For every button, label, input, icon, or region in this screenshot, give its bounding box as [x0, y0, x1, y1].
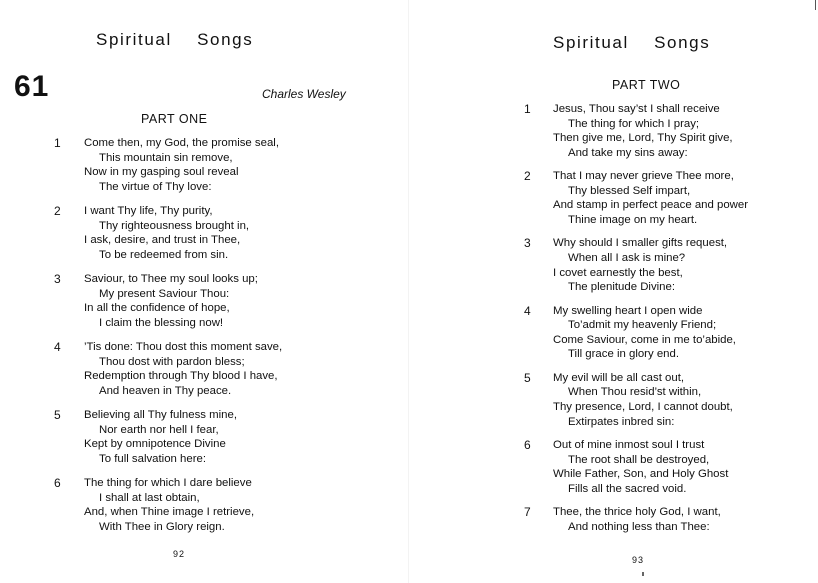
verse-line: Till grace in glory end.	[568, 348, 680, 361]
verse-line: Thine image on my heart.	[568, 213, 698, 226]
verse	[409, 236, 748, 303]
verse-line: Come then, my God, the promise seal,	[84, 137, 279, 149]
verse-number: 4	[54, 340, 61, 354]
verse-line: And nothing less than Thee:	[568, 520, 710, 533]
verse-line: Thy blessed Self impart,	[568, 184, 691, 197]
scan-mark	[815, 0, 816, 10]
verse-line: And, when Thine image I retrieve,	[84, 506, 255, 519]
verse	[409, 371, 748, 438]
verse-number: 5	[54, 408, 61, 422]
verse-line: Extirpates inbred sin:	[568, 415, 675, 428]
verse-number: 4	[524, 303, 531, 318]
verse-line: Why should I smaller gifts request,	[553, 237, 728, 250]
verse-line: Believing all Thy fulness mine,	[84, 409, 238, 421]
verse	[409, 102, 748, 169]
verse-line: And take my sins away:	[568, 146, 688, 159]
verse-line: My swelling heart I open wide	[553, 304, 703, 317]
verse-line: The root shall be destroyed,	[568, 453, 710, 466]
verse-line: Then give me, Lord, Thy Spirit give,	[553, 132, 733, 145]
verse-line: The plenitude Divine:	[568, 281, 676, 294]
verse-line: Thee, the thrice holy God, I want,	[553, 506, 721, 519]
running-head: Spiritual Songs	[553, 33, 711, 52]
verse-line: Kept by omnipotence Divine	[84, 438, 226, 451]
verse-line: That I may never grieve Thee more,	[553, 170, 734, 183]
hymn-number: 61	[14, 70, 50, 103]
verse	[0, 340, 282, 408]
verse-line: I claim the blessing now!	[99, 316, 224, 329]
verse-line: Come Saviour, come in me to’abide,	[553, 333, 736, 346]
verse	[409, 169, 748, 236]
verse	[0, 476, 282, 544]
verse-list	[0, 136, 282, 544]
verse-line: To full salvation here:	[99, 452, 207, 465]
verse-line: In all the confidence of hope,	[84, 302, 230, 315]
verse-line: This mountain sin remove,	[99, 151, 233, 164]
verse-number: 6	[54, 476, 61, 490]
verse-line: Now in my gasping soul reveal	[84, 166, 239, 179]
verse-line: My present Saviour Thou:	[99, 287, 230, 300]
verse-number: 1	[524, 102, 531, 116]
verse	[0, 272, 282, 340]
verse-number: 3	[524, 236, 531, 251]
verse-line: And heaven in Thy peace.	[99, 384, 232, 397]
verse-line: I shall at last obtain,	[99, 491, 200, 504]
verse-number: 3	[54, 272, 61, 286]
verse-line: Redemption through Thy blood I have,	[84, 370, 278, 383]
verse-line: I want Thy life, Thy purity,	[84, 205, 213, 217]
verse	[409, 505, 748, 572]
verse-line: When Thou resid’st within,	[568, 386, 702, 399]
verse-number: 5	[524, 370, 531, 385]
right-page	[409, 0, 818, 583]
verse-number: 7	[524, 505, 531, 520]
running-head: Spiritual Songs	[96, 30, 254, 49]
verse-number: 1	[54, 136, 61, 150]
verse-line: Out of mine inmost soul I trust	[553, 438, 705, 451]
verse-line: I ask, desire, and trust in Thee,	[84, 234, 241, 247]
verse-line: Saviour, to Thee my soul looks up;	[84, 273, 258, 285]
verse-line: While Father, Son, and Holy Ghost	[553, 468, 729, 481]
verse	[409, 304, 748, 371]
verse-line: To be redeemed from sin.	[99, 248, 229, 261]
verse-line: Thou dost with pardon bless;	[99, 355, 245, 368]
verse-line: With Thee in Glory reign.	[99, 520, 225, 533]
verse-line: Jesus, Thou say’st I shall receive	[553, 103, 720, 115]
part-heading: PART TWO	[612, 78, 681, 92]
verse-line: The virtue of Thy love:	[99, 180, 212, 193]
page-number: 92	[173, 549, 186, 559]
hymn-author: Charles Wesley	[262, 87, 346, 101]
verse-line: Nor earth nor hell I fear,	[99, 423, 219, 436]
verse-line: Thy righteousness brought in,	[99, 219, 250, 232]
page-number: 93	[632, 555, 645, 565]
verse-line: Fills all the sacred void.	[568, 482, 687, 495]
verse	[0, 136, 282, 204]
verse-line: ’Tis done: Thou dost this moment save,	[84, 341, 283, 353]
verse-line: My evil will be all cast out,	[553, 371, 685, 384]
part-heading: PART ONE	[141, 112, 208, 126]
verse-number: 6	[524, 437, 531, 452]
verse	[0, 408, 282, 476]
verse-list	[409, 102, 748, 572]
verse-line: Thy presence, Lord, I cannot doubt,	[553, 400, 733, 413]
verse-line: And stamp in perfect peace and power	[553, 199, 749, 212]
verse-line: The thing for which I pray;	[568, 117, 700, 130]
verse-number: 2	[524, 169, 531, 184]
verse	[409, 438, 748, 505]
verse-line: To’admit my heavenly Friend;	[568, 319, 717, 332]
verse-line: I covet earnestly the best,	[553, 266, 683, 279]
verse-line: The thing for which I dare believe	[84, 477, 252, 489]
verse-number: 2	[54, 204, 61, 218]
verse	[0, 204, 282, 272]
scan-mark	[642, 572, 644, 576]
verse-line: When all I ask is mine?	[568, 251, 686, 264]
